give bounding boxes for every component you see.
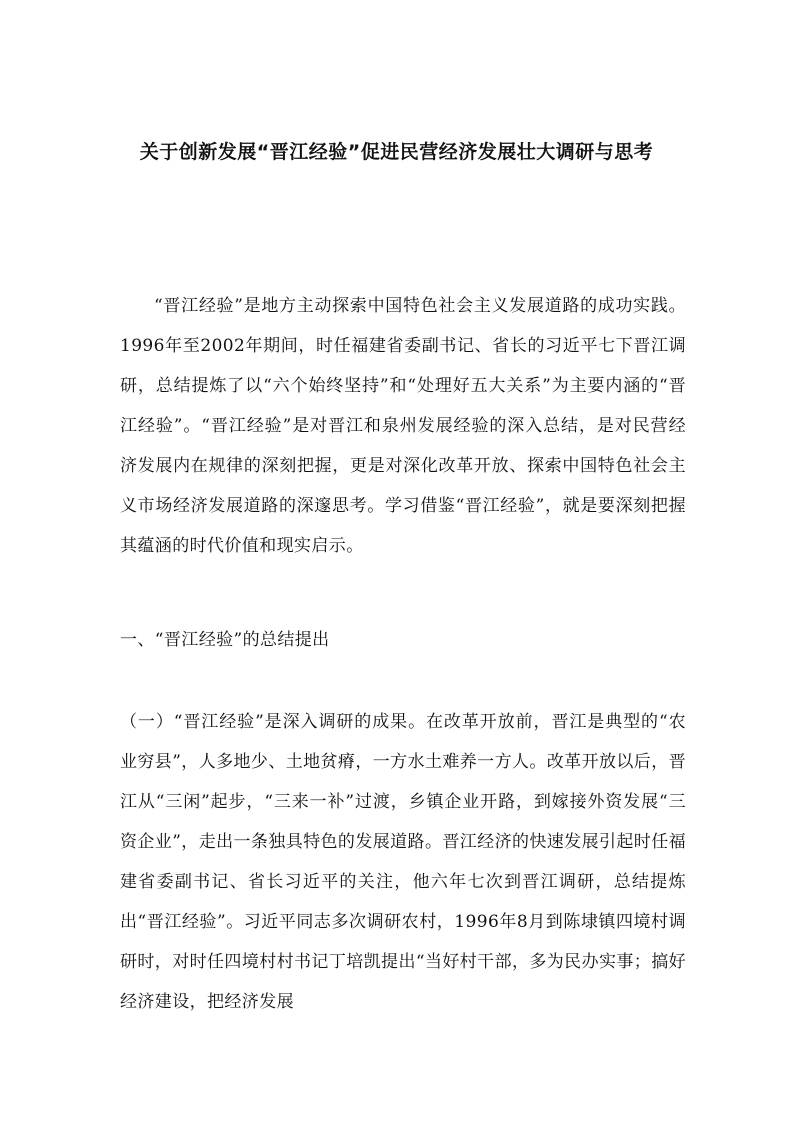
section-heading: 一、“晋江经验”的总结提出	[120, 630, 330, 650]
section-paragraph: （一）“晋江经验”是深入调研的成果。在改革开放前，晋江是典型的“农业穷县”，人多地少、土地贫瘠，一方水土难养一方人。改革开放以后，晋江从“三闲”起步，“三来一补”过渡，乡镇企业开路，到嫁接外资发展“三资企业”，走出一条独具特色的发展道路。晋江经济的快速发展引起时任福建省委副书记、省长习近平的关注，他六年七次到晋江调研，总结提炼出“晋江经验”。习近平同志多次调研农村，1996年8月到陈埭镇四境村调研时，对时任四境村村书记丁培凯提出“当好村干部，多为民办实事；搞好经济建设，把经济发展	[120, 712, 686, 1012]
document-title: 关于创新发展“晋江经验”促进民营经济发展壮大调研与思考	[139, 141, 654, 163]
intro-paragraph: “晋江经验”是地方主动探索中国特色社会主义发展道路的成功实践。1996年至2002年期间，时任福建省委副书记、省长的习近平七下晋江调研，总结提炼了以“六个始终坚持”和“处理好五大关系”为主要内涵的“晋江经验”。“晋江经验”是对晋江和泉州发展经验的深入总结，是对民营经济发展内在规律的深刻把握，更是对深化改革开放、探索中国特色社会主义市场经济发展道路的深邃思考。学习借鉴“晋江经验”，就是要深刻把握其蕴涵的时代价值和现实启示。	[120, 296, 686, 556]
